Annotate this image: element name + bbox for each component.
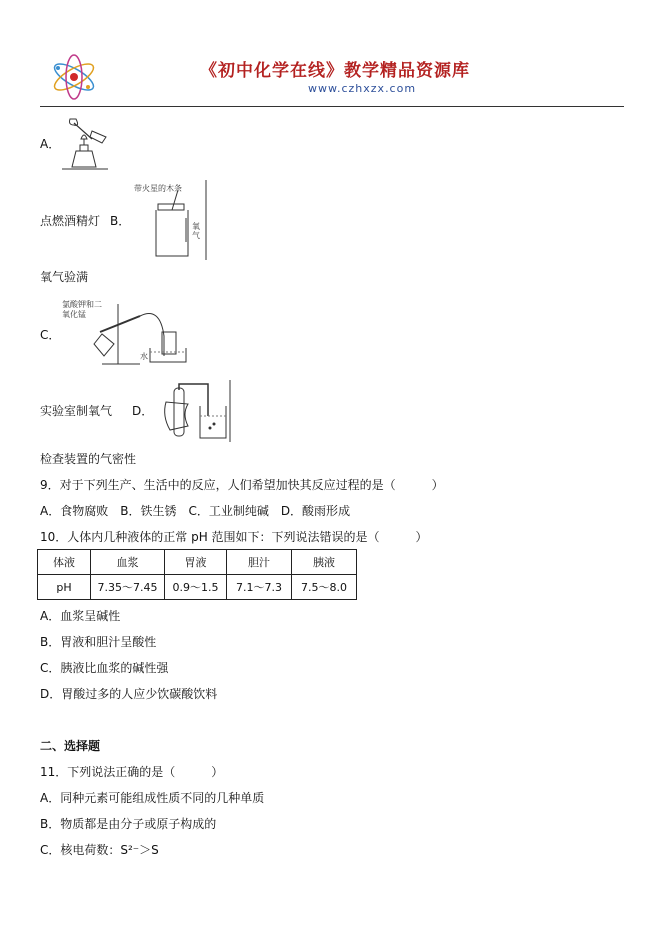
table-header-cell: 胃液 [165,550,227,575]
header-divider [40,106,624,107]
q10-option-d: D．胃酸过多的人应少饮碳酸饮料 [40,687,218,701]
table-header-cell: 血浆 [91,550,165,575]
option-b-label: B． [110,214,131,228]
q10-option-c: C．胰液比血浆的碱性强 [40,661,169,675]
option-c-label: C． [40,328,61,342]
alcohol-lamp-figure [62,117,110,171]
atom-logo-icon [48,54,100,100]
q11-option-a: A．同种元素可能组成性质不同的几种单质 [40,791,265,805]
table-header-row [38,550,357,575]
b-figure-label-splint: 带火星的木条 [134,184,182,193]
table-header-cell: 体液 [38,550,91,575]
q10-option-b: B．胃液和胆汁呈酸性 [40,635,157,649]
q10-option-a: A．血浆呈碱性 [40,609,121,623]
q9-stem: 9．对于下列生产、生活中的反应，人们希望加快其反应过程的是（ ） [40,478,444,492]
q11-option-b: B．物质都是由分子或原子构成的 [40,817,217,831]
b-figure-label-oxygen: 氧气 [192,222,200,240]
option-c-caption: 实验室制氧气 [40,404,113,418]
option-a-caption: 点燃酒精灯 [40,214,101,228]
header-banner [40,48,624,106]
q11-option-c: C．核电荷数：S²⁻＞S [40,843,159,857]
c-figure-label-reagents: 氯酸钾和二氧化锰 [62,300,102,319]
banner-title: 《初中化学在线》教学精品资源库 [200,61,470,81]
option-d-label: D． [132,404,154,418]
banner-url: www.czhxzx.com [308,82,417,95]
table-cell: pH [38,575,91,600]
c-figure-label-water: 水 [140,352,148,361]
table-row [38,575,357,600]
option-d-caption: 检查装置的气密性 [40,452,137,466]
option-b-caption: 氧气验满 [40,270,89,284]
option-a-label: A． [40,137,61,151]
table-cell: 7.1～7.3 [227,575,292,600]
table-cell: 7.35～7.45 [91,575,165,600]
q11-stem: 11．下列说法正确的是（ ） [40,765,224,779]
table-header-cell: 胆汁 [227,550,292,575]
section-title: 二、选择题 [40,739,101,753]
q9-options: A．食物腐败 B．铁生锈 C．工业制纯碱 D．酸雨形成 [40,504,351,518]
ph-table [37,549,357,600]
table-cell: 0.9～1.5 [165,575,227,600]
q10-stem: 10．人体内几种液体的正常 pH 范围如下：下列说法错误的是（ ） [40,530,428,544]
table-header-cell: 胰液 [292,550,357,575]
table-cell: 7.5～8.0 [292,575,357,600]
airtightness-check-figure [160,380,232,444]
